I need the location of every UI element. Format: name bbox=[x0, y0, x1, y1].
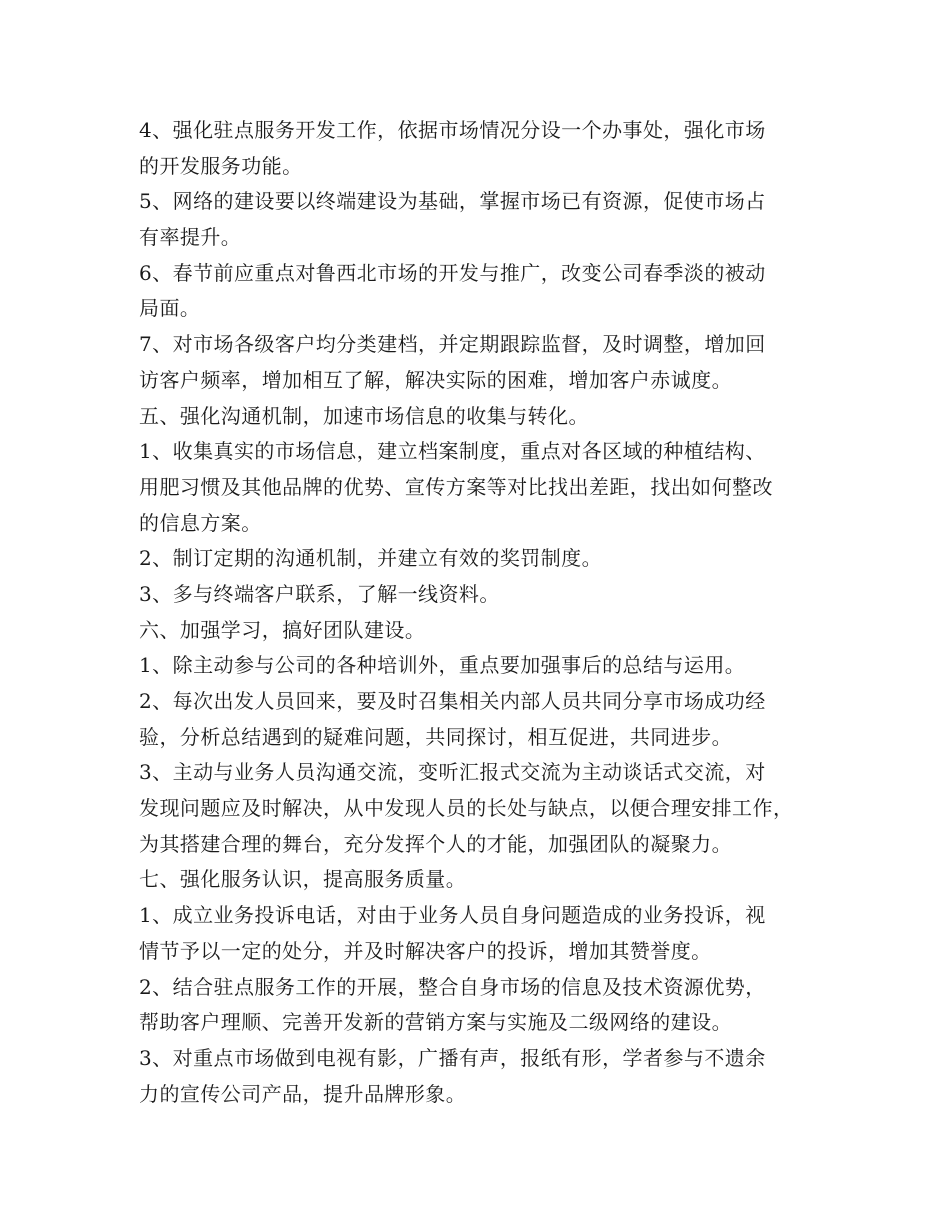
document-body bbox=[139, 113, 839, 1112]
text-line: 有率提升。 bbox=[139, 225, 242, 250]
text-line: 4、强化驻点服务开发工作，依据市场情况分设一个办事处，强化市场 bbox=[139, 118, 766, 142]
text-line: 访客户频率，增加相互了解，解决实际的困难，增加客户赤诚度。 bbox=[139, 367, 733, 392]
text-line: 七、强化服务认识，提高服务质量。 bbox=[139, 867, 467, 892]
text-line: 2、制订定期的沟通机制，并建立有效的奖罚制度。 bbox=[139, 546, 603, 571]
text-line: 局面。 bbox=[139, 296, 201, 321]
text-line: 六、加强学习，搞好团队建设。 bbox=[139, 617, 426, 642]
text-line: 1、成立业务投诉电话，对由于业务人员自身问题造成的业务投诉，视 bbox=[139, 903, 766, 928]
text-line: 帮助客户理顺、完善开发新的营销方案与实施及二级网络的建设。 bbox=[139, 1010, 733, 1035]
text-line: 1、收集真实的市场信息，建立档案制度，重点对各区域的种植结构、 bbox=[139, 439, 766, 464]
text-line: 2、结合驻点服务工作的开展，整合自身市场的信息及技术资源优势， bbox=[139, 974, 766, 999]
text-line: 6、春节前应重点对鲁西北市场的开发与推广，改变公司春季淡的被动 bbox=[139, 260, 766, 285]
text-line: 用肥习惯及其他品牌的优势、宣传方案等对比找出差距，找出如何整改 bbox=[139, 474, 773, 499]
text-line: 验，分析总结遇到的疑难问题，共同探讨，相互促进，共同进步。 bbox=[139, 724, 733, 749]
text-line: 1、除主动参与公司的各种培训外，重点要加强事后的总结与运用。 bbox=[139, 653, 746, 678]
text-line: 情节予以一定的处分，并及时解决客户的投诉，增加其赞誉度。 bbox=[139, 938, 712, 963]
text-line: 5、网络的建设要以终端建设为基础，掌握市场已有资源，促使市场占 bbox=[139, 189, 766, 214]
text-line: 3、多与终端客户联系，了解一线资料。 bbox=[139, 581, 500, 606]
text-line: 7、对市场各级客户均分类建档，并定期跟踪监督，及时调整，增加回 bbox=[139, 332, 766, 357]
text-line: 2、每次出发人员回来，要及时召集相关内部人员共同分享市场成功经 bbox=[139, 689, 766, 713]
text-line: 3、主动与业务人员沟通交流，变听汇报式交流为主动谈话式交流，对 bbox=[139, 760, 766, 785]
text-line: 力的宣传公司产品，提升品牌形象。 bbox=[139, 1081, 467, 1106]
text-line: 的开发服务功能。 bbox=[139, 153, 303, 178]
text-line: 的信息方案。 bbox=[139, 510, 262, 535]
text-line: 发现问题应及时解决，从中发现人员的长处与缺点，以便合理安排工作， bbox=[139, 796, 794, 821]
text-line: 五、强化沟通机制，加速市场信息的收集与转化。 bbox=[139, 403, 589, 428]
text-line: 为其搭建合理的舞台，充分发挥个人的才能，加强团队的凝聚力。 bbox=[139, 831, 733, 856]
text-line: 3、对重点市场做到电视有影，广播有声，报纸有形，学者参与不遗余 bbox=[139, 1045, 766, 1070]
